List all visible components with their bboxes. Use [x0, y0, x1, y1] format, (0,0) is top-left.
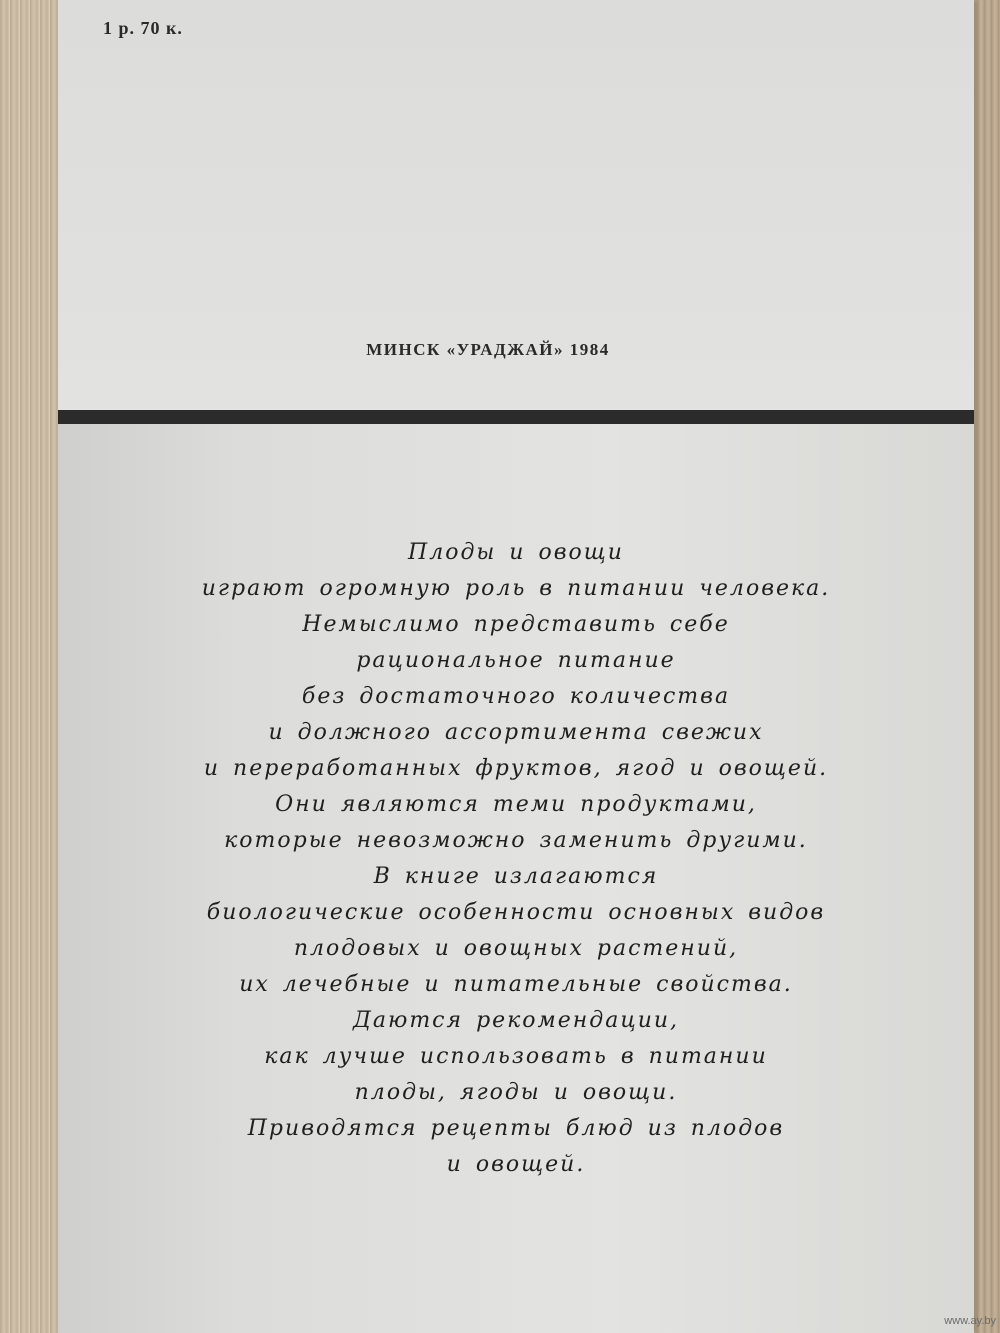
annotation-text: [58, 535, 974, 1183]
publisher-imprint: МИНСК «УРАДЖАЙ» 1984: [366, 340, 610, 359]
annotation-line: плодовых и овощных растений,: [293, 936, 739, 961]
annotation-line: их лечебные и питательные свойства.: [239, 972, 793, 997]
wooden-surface-left: [0, 0, 60, 1333]
site-watermark: www.ay.by: [944, 1315, 996, 1327]
cover-upper-section: [58, 0, 974, 410]
book-back-cover: [58, 0, 974, 1333]
annotation-line: играют огромную роль в питании человека.: [201, 576, 831, 601]
annotation-line: биологические особенности основных видов: [206, 900, 826, 925]
price-label: 1 р. 70 к.: [103, 18, 183, 38]
horizontal-black-rule: [58, 410, 974, 424]
annotation-line: которые невозможно заменить другими.: [224, 828, 808, 853]
annotation-line: Даются рекомендации,: [352, 1008, 680, 1033]
annotation-line: как лучше использовать в питании: [264, 1044, 768, 1069]
annotation-line: Приводятся рецепты блюд из плодов: [247, 1116, 785, 1141]
annotation-line: Немыслимо представить себе: [302, 612, 730, 637]
annotation-line: и переработанных фруктов, ягод и овощей.: [203, 756, 829, 781]
wooden-surface-right: [970, 0, 1000, 1333]
annotation-line: В книге излагаются: [373, 864, 659, 889]
annotation-line: Плоды и овощи: [408, 540, 624, 565]
annotation-line: без достаточного количества: [301, 684, 731, 709]
annotation-line: Они являются теми продуктами,: [275, 792, 757, 817]
annotation-line: плоды, ягоды и овощи.: [354, 1080, 678, 1105]
annotation-line: и овощей.: [446, 1152, 586, 1177]
annotation-line: и должного ассортимента свежих: [268, 720, 764, 745]
annotation-line: рациональное питание: [356, 648, 676, 673]
